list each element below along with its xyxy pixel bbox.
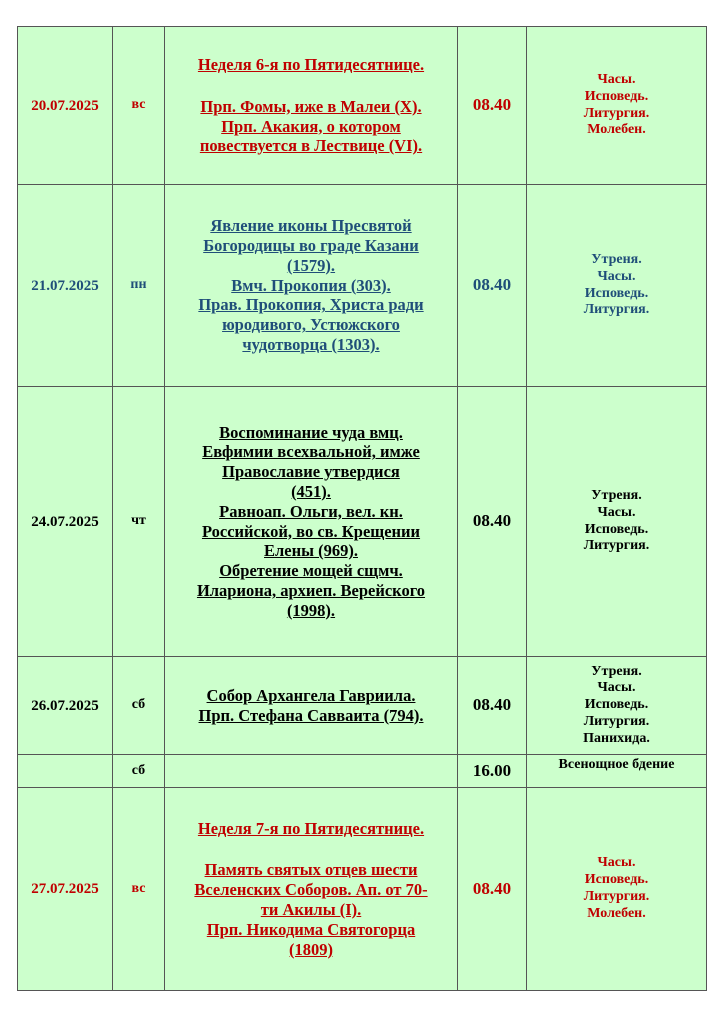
commemoration-line: Прп. Никодима Святогорца — [206, 919, 416, 939]
weekday-cell: сб — [113, 755, 165, 788]
service-item: Утреня. — [591, 251, 642, 267]
table-row — [18, 185, 707, 387]
commemoration-line: Российской, во св. Крещении — [201, 521, 421, 541]
commemoration-line: Неделя 6-я по Пятидесятнице. — [197, 54, 425, 74]
table-row — [18, 387, 707, 657]
commemoration-line: Память святых отцев шести — [204, 860, 418, 880]
table-row — [18, 788, 707, 991]
weekday-cell: вс — [113, 788, 165, 991]
service-item: Всенощное бдение — [558, 757, 675, 772]
date-cell: 27.07.2025 — [18, 788, 113, 991]
commemoration-line: Евфимии всехвальной, имже — [202, 442, 420, 462]
commemoration-cell — [165, 788, 458, 991]
commemoration-line: Неделя 7-я по Пятидесятнице. — [197, 818, 425, 838]
commemoration-line: (1809) — [289, 939, 333, 959]
table-row — [18, 657, 707, 755]
services-cell — [527, 657, 707, 755]
service-item: Литургия. — [583, 889, 650, 904]
commemoration-line: юродивого, Устюжского — [222, 315, 400, 335]
commemoration-line: повествуется в Лествице (VI). — [199, 136, 423, 156]
commemoration-line: (1998). — [286, 600, 336, 620]
commemoration-cell — [165, 27, 458, 185]
service-item: Молебен. — [587, 122, 646, 138]
service-item: Часы. — [597, 71, 636, 87]
commemoration-line: Богородицы во граде Казани — [203, 236, 419, 255]
commemoration-line: Православие утвердися — [222, 462, 400, 482]
date-cell: 20.07.2025 — [18, 27, 113, 185]
weekday-cell: сб — [113, 657, 165, 755]
commemoration-line: (451). — [291, 481, 331, 501]
weekday-cell: пн — [113, 185, 165, 387]
service-item: Часы. — [597, 855, 636, 871]
date-cell: 26.07.2025 — [18, 657, 113, 755]
services-cell — [527, 755, 707, 788]
commemoration-line: Вселенских Соборов. Ап. от 70- — [194, 880, 428, 900]
commemoration-line: Собор Архангела Гавриила. — [206, 685, 416, 705]
service-item: Часы. — [597, 504, 636, 520]
service-item: Часы. — [597, 680, 636, 696]
service-item: Литургия. — [583, 302, 650, 318]
services-cell — [527, 788, 707, 991]
commemoration-line: Прп. Акакия, о котором — [221, 116, 401, 136]
commemoration-line: Явление иконы Пресвятой — [210, 216, 412, 236]
table-row — [18, 755, 707, 788]
commemoration-line: ти Акилы (I). — [260, 900, 362, 919]
date-cell: 24.07.2025 — [18, 387, 113, 657]
commemoration-cell — [165, 185, 458, 387]
service-item: Исповедь. — [584, 521, 649, 537]
time-cell: 08.40 — [458, 788, 527, 991]
table-row — [18, 27, 707, 185]
time-cell: 08.40 — [458, 27, 527, 185]
service-item: Исповедь. — [584, 88, 649, 104]
service-item: Исповедь. — [584, 697, 649, 713]
service-item: Литургия. — [583, 713, 650, 729]
commemoration-line: Прп. Фомы, иже в Малеи (X). — [200, 96, 422, 116]
date-cell — [18, 755, 113, 788]
service-item: Панихида. — [583, 730, 650, 746]
weekday-cell: вс — [113, 27, 165, 185]
commemoration-line: Елены (969). — [264, 541, 358, 561]
commemoration-line: Вмч. Прокопия (303). — [231, 275, 391, 295]
service-item: Литургия. — [583, 105, 650, 121]
blank-line — [169, 75, 453, 97]
commemoration-cell — [165, 755, 458, 788]
service-item: Молебен. — [587, 905, 646, 921]
commemoration-cell — [165, 387, 458, 657]
commemoration-line: Прп. Стефана Савваита (794). — [198, 705, 424, 725]
service-item: Исповедь. — [584, 285, 649, 301]
service-item: Утреня. — [591, 487, 642, 503]
weekday-cell: чт — [113, 387, 165, 657]
time-cell: 08.40 — [458, 185, 527, 387]
date-cell: 21.07.2025 — [18, 185, 113, 387]
commemoration-line: (1579). — [286, 255, 336, 275]
commemoration-line: чудотворца (1303). — [242, 334, 380, 354]
commemoration-cell — [165, 657, 458, 755]
commemoration-line: Илариона, архиеп. Верейского — [196, 580, 426, 600]
time-cell: 08.40 — [458, 387, 527, 657]
schedule-table — [17, 26, 707, 991]
time-cell: 08.40 — [458, 657, 527, 755]
services-cell — [527, 27, 707, 185]
service-item: Часы. — [597, 268, 636, 284]
services-cell — [527, 185, 707, 387]
service-item: Литургия. — [583, 538, 650, 554]
commemoration-line: Равноап. Ольги, вел. кн. — [219, 501, 403, 521]
commemoration-line: Обретение мощей сщмч. — [219, 561, 403, 581]
time-cell: 16.00 — [458, 755, 527, 788]
service-item: Утреня. — [591, 663, 642, 679]
commemoration-line: Прав. Прокопия, Христа ради — [198, 295, 424, 315]
services-cell — [527, 387, 707, 657]
commemoration-line: Воспоминание чуда вмц. — [219, 422, 403, 442]
service-item: Исповедь. — [584, 872, 649, 888]
blank-line — [169, 838, 453, 860]
